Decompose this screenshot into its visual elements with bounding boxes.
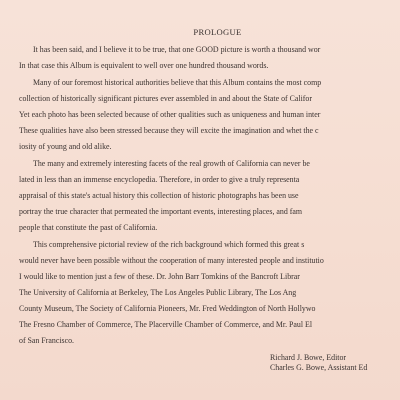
text-line: In that case this Album is equivalent to well over one hundred thousand words.: [19, 61, 269, 70]
text-line: These qualities have also been stressed because they will excite the imagination and whet the c: [19, 126, 319, 135]
text-line: Yet each photo has been selected because of other qualities such as uniqueness and human inter: [19, 110, 321, 119]
text-line: Many of our foremost historical authorities believe that this Album contains the most comp: [33, 78, 322, 87]
text-line: County Museum, The Society of California Pioneers, Mr. Fred Weddington of North Hollywo: [19, 304, 316, 313]
text-line: appraisal of this state's actual history this collection of historic photographs has been use: [19, 191, 299, 200]
text-line: people that constitute the past of California.: [19, 223, 158, 232]
page-title: PROLOGUE: [193, 27, 242, 37]
text-line: of San Francisco.: [19, 336, 75, 345]
signature-assistant-editor: Charles G. Bowe, Assistant Ed: [270, 363, 368, 372]
text-line: The many and extremely interesting facets of the real growth of California can never be: [33, 159, 310, 168]
text-line: This comprehensive pictorial review of the rich background which formed this great s: [33, 240, 305, 249]
signature-editor: Richard J. Bowe, Editor: [270, 353, 347, 362]
text-line: lated in less than an immense encyclopedia. Therefore, in order to give a truly representa: [19, 175, 300, 184]
text-line: portray the true character that permeated the important events, interesting places, and fam: [19, 207, 303, 216]
text-line: collection of historically significant pictures ever assembled in and about the State of Califor: [19, 94, 312, 103]
text-line: The University of California at Berkeley, The Los Angeles Public Library, The Los Ang: [19, 288, 297, 297]
text-line: would never have been possible without the cooperation of many interested people and institutio: [19, 256, 324, 265]
text-line: It has been said, and I believe it to be true, that one GOOD picture is worth a thousand wor: [33, 45, 321, 54]
text-line: iosity of young and old alike.: [19, 142, 112, 151]
text-line: The Fresno Chamber of Commerce, The Placerville Chamber of Commerce, and Mr. Paul El: [19, 320, 313, 329]
text-line: I would like to mention just a few of these. Dr. John Barr Tomkins of the Bancroft Librar: [19, 272, 300, 281]
